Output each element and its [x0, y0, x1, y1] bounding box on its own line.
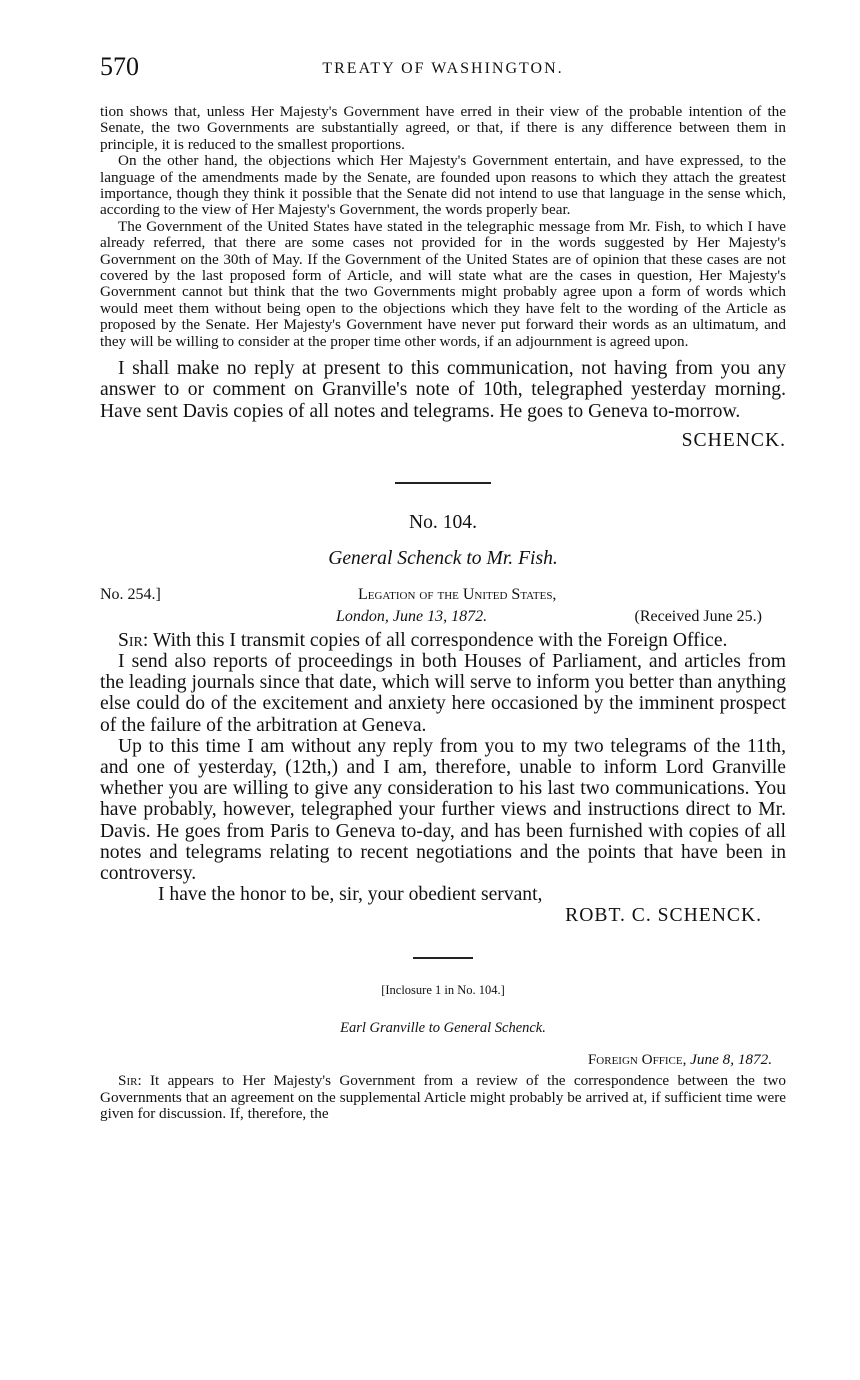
letter-body	[100, 630, 786, 906]
paragraph-text: It appears to Her Majesty's Government from a review of the correspondence between the two Governments that an agreement on the supplemental Article might probably be arrived at, if sufficient time were given for discussion. If, therefore, the	[100, 1072, 786, 1123]
inclosure-label: [Inclosure 1 in No. 104.]	[381, 983, 505, 998]
inclosure-title: Earl Granville to General Schenck.	[340, 1020, 546, 1037]
paragraph: The Government of the United States have stated in the telegraphic message from Mr. Fish, to which I have already referred, that there are some cases not provided for in the words suggested by Her Majesty's Government on the 30th of May. If the Government of the United States are of opinion that these cases are not covered by the last proposed form of Article, and will state what are the cases in question, Her Majesty's Government cannot but think that the two Governments might probably agree upon a form of words which would meet them without being open to the objections which they have felt to the wording of the Article as proposed by the Senate. Her Majesty's Government have never put forward their words as an ultimatum, and they will be willing to consider at the proper time other words, if an adjournment is agreed upon.	[100, 217, 786, 350]
paragraph	[100, 1073, 786, 1122]
paragraph	[100, 630, 786, 651]
paragraph: I shall make no reply at present to this communication, not having from you any answer to or comment on Granville's note of 10th, telegraphed yesterday morning. Have sent Davis copies of all notes and telegrams. He goes to Geneva to-morrow.	[100, 358, 786, 422]
paragraph: Up to this time I am without any reply from you to my two telegrams of the 11th, and one of yesterday, (12th,) and I am, therefore, unable to inform Lord Granville whether you are willing to give any consideration to his last two communications. You have probably, however, telegraphed your further views and instructions direct to Mr. Davis. He goes from Paris to Geneva to-day, and has been furnished with copies of all notes and telegrams relating to recent negotiations and the points that have been in controversy.	[100, 735, 786, 884]
legation-line: Legation of the United States,	[358, 585, 557, 603]
closing: I have the honor to be, sir, your obedient servant,	[158, 884, 543, 906]
office: Foreign Office,	[587, 1051, 687, 1069]
salutation: Sir:	[118, 629, 149, 651]
enclosure-text-continued	[100, 104, 786, 350]
divider	[413, 957, 473, 959]
salutation: Sir:	[118, 1072, 142, 1090]
inclosure-dateline	[100, 1051, 786, 1069]
telegram-text	[100, 358, 786, 422]
page-number: 570	[100, 52, 139, 81]
paragraph: On the other hand, the objections which Her Majesty's Government entertain, and have expressed, to the language of the amendments made by the Senate, are founded upon reasons to which they attach the greatest importance, though they think it possible that the Senate did not intend to use that language in the sense which, according to the view of Her Majesty's Government, the words properly bear.	[100, 152, 786, 219]
place-date: London, June 13, 1872.	[336, 607, 488, 625]
dispatch-number: No. 254.]	[100, 585, 161, 603]
page	[100, 52, 786, 1123]
inclosure-body	[100, 1073, 786, 1122]
signature: SCHENCK.	[681, 429, 786, 451]
signature: ROBT. C. SCHENCK.	[565, 905, 762, 927]
running-head: TREATY OF WASHINGTON.	[322, 60, 564, 77]
document-title: General Schenck to Mr. Fish.	[328, 547, 558, 569]
paragraph: tion shows that, unless Her Majesty's Government have erred in their view of the probable intention of the Senate, the two Governments are substantially agreed, or that, if there is any difference between them in principle, it is reduced to the smallest proportions.	[100, 103, 786, 153]
paragraph-text: With this I transmit copies of all correspondence with the Foreign Office.	[152, 629, 728, 651]
letter-heading	[100, 586, 786, 630]
page-header	[100, 52, 786, 92]
received-date: (Received June 25.)	[634, 607, 762, 625]
paragraph: I send also reports of proceedings in both Houses of Parliament, and articles from the leading journals since that date, which will serve to inform you better than anything else could do of the excitement and anxiety here occasioned by the imminent prospect of the failure of the arbitration at Geneva.	[100, 650, 786, 736]
divider	[395, 482, 491, 484]
document-number: No. 104.	[408, 511, 478, 533]
date: June 8, 1872.	[690, 1051, 772, 1069]
